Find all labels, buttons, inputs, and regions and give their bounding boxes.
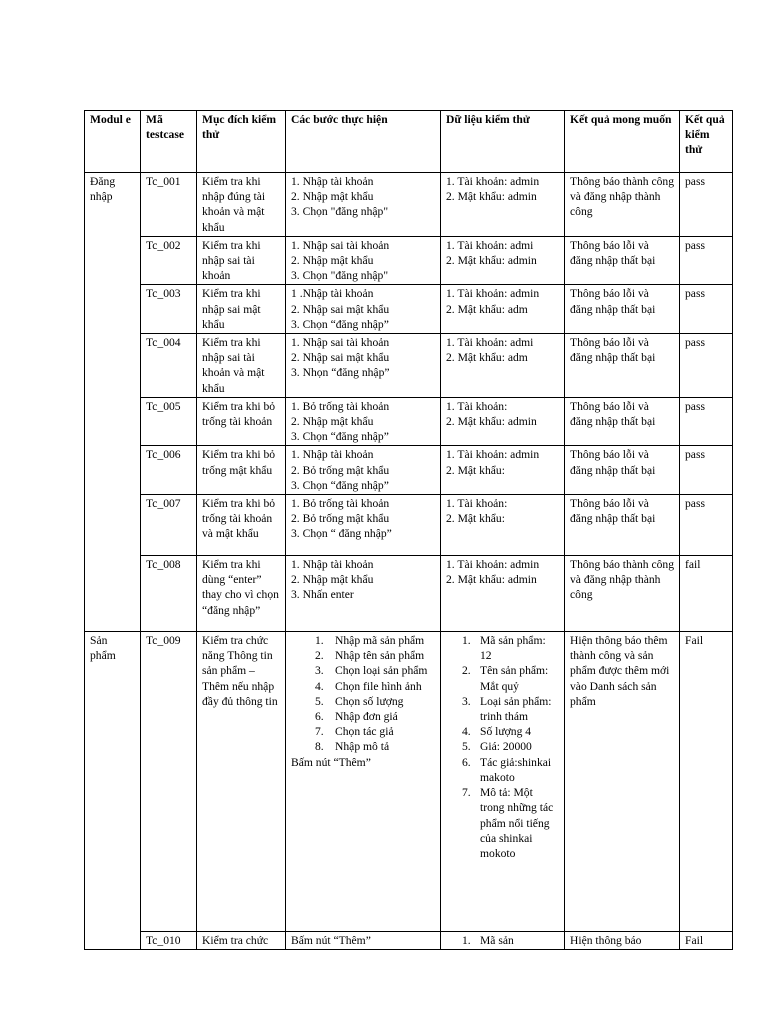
test-case-table: [84, 110, 733, 950]
data-line: 2. Mật khẩu: admin: [446, 573, 537, 587]
expected-cell: Thông báo thành công và đăng nhập thành công: [565, 556, 680, 632]
data-line: 1. Tài khoản: admi: [446, 238, 534, 252]
purpose-cell: Kiểm tra chức năng Thông tin sản phẩm – Thêm nếu nhập đầy đủ thông tin: [197, 632, 286, 932]
steps-cell: [286, 334, 441, 398]
list-item: 5. Chọn số lượng: [315, 694, 404, 708]
list-item: 1. Mã sản phẩm: 12: [462, 634, 546, 663]
list-item: 7. Mô tả: Một trong những tác phẩm nổi tiếng của shinkai mokoto: [462, 786, 554, 860]
expected-cell: Thông báo lỗi và đăng nhập thất bại: [565, 397, 680, 446]
steps-cell: [286, 556, 441, 632]
header-steps: Các bước thực hiện: [286, 111, 441, 173]
data-list: [446, 933, 559, 948]
table-row: [85, 932, 733, 950]
testcase-id-cell: Tc_002: [141, 236, 197, 285]
testcase-id-cell: Tc_009: [141, 632, 197, 932]
header-test-data: Dữ liệu kiểm thử: [441, 111, 565, 173]
test-data-cell: [441, 556, 565, 632]
steps-cell: [286, 495, 441, 556]
result-cell: pass: [680, 446, 733, 495]
expected-cell: Thông báo thành công và đăng nhập thành công: [565, 173, 680, 237]
steps-cell: [286, 285, 441, 334]
data-line: 2. Mật khẩu:: [446, 463, 505, 477]
step-line: 3. Chọn "đăng nhập": [291, 205, 389, 219]
table-row: [85, 632, 733, 932]
table-row: [85, 397, 733, 446]
expected-cell: Hiện thông báo: [565, 932, 680, 950]
steps-cell: [286, 932, 441, 950]
data-list: [446, 633, 559, 861]
step-line: 1 .Nhập tài khoản: [291, 287, 374, 301]
testcase-id-cell: Tc_001: [141, 173, 197, 237]
test-data-cell: [441, 632, 565, 932]
step-line: 3. Chọn “đăng nhập”: [291, 430, 389, 444]
expected-cell: Hiện thông báo thêm thành công và sản phẩm được thêm mới vào Danh sách sản phẩm: [565, 632, 680, 932]
step-after-line: Bấm nút “Thêm”: [291, 755, 371, 769]
testcase-id-cell: Tc_007: [141, 495, 197, 556]
step-line: 1. Nhập tài khoản: [291, 175, 374, 188]
header-testcase-id: Mã testcase: [141, 111, 197, 173]
table-row: [85, 556, 733, 632]
step-line: 1. Nhập tài khoản: [291, 558, 374, 572]
header-purpose: Mục đích kiểm thử: [197, 111, 286, 173]
test-data-cell: [441, 236, 565, 285]
step-line: 1. Nhập tài khoản: [291, 448, 374, 462]
test-data-cell: [441, 334, 565, 398]
header-row: [85, 111, 733, 173]
data-line: 1. Tài khoản: admin: [446, 175, 540, 188]
result-cell: pass: [680, 397, 733, 446]
test-data-cell: [441, 397, 565, 446]
step-line: 2. Nhập mật khẩu: [291, 254, 374, 268]
result-cell: pass: [680, 495, 733, 556]
data-line: 2. Mật khẩu: adm: [446, 302, 528, 316]
result-cell: fail: [680, 556, 733, 632]
list-item: 4. Số lượng 4: [462, 725, 532, 739]
data-line: 2. Mật khẩu:: [446, 512, 505, 526]
purpose-cell: Kiểm tra khi bỏ trống mật khẩu: [197, 446, 286, 495]
purpose-cell: Kiểm tra khi bỏ trống tài khoản và mật khẩu: [197, 495, 286, 556]
result-cell: Fail: [680, 632, 733, 932]
step-line: 1. Bỏ trống tài khoản: [291, 399, 390, 413]
module-cell: Sản phẩm: [85, 632, 141, 950]
steps-cell: [286, 632, 441, 932]
purpose-cell: Kiểm tra khi bỏ trống tài khoản: [197, 397, 286, 446]
list-item: 2. Nhập tên sản phẩm: [315, 649, 425, 663]
list-item: 3. Loại sản phẩm: trinh thám: [462, 694, 552, 724]
step-line: 3. Nhọn “đăng nhập”: [291, 366, 390, 380]
list-item: 5. Giá: 20000: [462, 740, 532, 754]
purpose-cell: Kiểm tra khi nhập sai mật khẩu: [197, 285, 286, 334]
table-row: [85, 446, 733, 495]
list-item: 7. Chọn tác giả: [315, 725, 394, 739]
purpose-cell: Kiểm tra khi nhập sai tài khoản: [197, 236, 286, 285]
testcase-id-cell: Tc_004: [141, 334, 197, 398]
expected-cell: Thông báo lỗi và đăng nhập thất bại: [565, 285, 680, 334]
purpose-cell: Kiểm tra khi dùng “enter” thay cho vì chọn “đăng nhập”: [197, 556, 286, 632]
test-data-cell: [441, 446, 565, 495]
step-line: 1. Nhập sai tài khoản: [291, 336, 390, 350]
expected-cell: Thông báo lỗi và đăng nhập thất bại: [565, 446, 680, 495]
list-item: 8. Nhập mô tả: [315, 740, 390, 754]
steps-cell: [286, 397, 441, 446]
data-line: 1. Tài khoản: admi: [446, 336, 534, 350]
purpose-cell: Kiểm tra chức: [197, 932, 286, 950]
test-data-cell: [441, 932, 565, 950]
data-line: 2. Mật khẩu: admin: [446, 254, 537, 268]
test-data-cell: [441, 173, 565, 237]
expected-cell: Thông báo lỗi và đăng nhập thất bại: [565, 236, 680, 285]
table-row: [85, 495, 733, 556]
header-result: Kết quả kiểm thử: [680, 111, 733, 173]
test-data-cell: [441, 285, 565, 334]
expected-cell: Thông báo lỗi và đăng nhập thất bại: [565, 495, 680, 556]
data-line: 1. Tài khoản: admin: [446, 287, 540, 301]
testcase-id-cell: Tc_003: [141, 285, 197, 334]
list-item: 1. Mã sản: [462, 934, 514, 948]
step-line: 1. Nhập sai tài khoản: [291, 238, 390, 252]
data-line: 2. Mật khẩu: admin: [446, 190, 537, 204]
step-line: 2. Nhập mật khẩu: [291, 190, 374, 204]
module-cell: Đăng nhập: [85, 173, 141, 632]
header-expected: Kết quả mong muốn: [565, 111, 680, 173]
table-row: [85, 173, 733, 237]
testcase-id-cell: Tc_010: [141, 932, 197, 950]
step-after-line: Bấm nút “Thêm”: [291, 934, 371, 948]
steps-cell: [286, 173, 441, 237]
data-line: 1. Tài khoản:: [446, 399, 508, 413]
table-row: [85, 285, 733, 334]
step-line: 3. Chọn “ đăng nhập”: [291, 527, 392, 541]
testcase-id-cell: Tc_005: [141, 397, 197, 446]
data-line: 1. Tài khoản: admin: [446, 558, 540, 572]
steps-list: [291, 633, 435, 755]
result-cell: pass: [680, 236, 733, 285]
list-item: 1. Nhập mã sản phẩm: [315, 634, 425, 648]
result-cell: pass: [680, 334, 733, 398]
step-line: 3. Chọn "đăng nhập": [291, 269, 389, 283]
step-line: 3. Chọn “đăng nhập”: [291, 478, 389, 492]
purpose-cell: Kiểm tra khi nhập sai tài khoản và mật khẩu: [197, 334, 286, 398]
test-data-cell: [441, 495, 565, 556]
expected-cell: Thông báo lỗi và đăng nhập thất bại: [565, 334, 680, 398]
test-case-document: [84, 110, 732, 950]
step-line: 2. Nhập mật khẩu: [291, 415, 374, 429]
step-line: 1. Bỏ trống tài khoản: [291, 497, 390, 511]
data-line: 2. Mật khẩu: admin: [446, 415, 537, 429]
step-line: 3. Chọn “đăng nhập”: [291, 317, 389, 331]
step-line: 2. Bỏ trống mật khẩu: [291, 512, 390, 526]
list-item: 6. Nhập đơn giá: [315, 710, 398, 724]
result-cell: pass: [680, 285, 733, 334]
step-line: 2. Bỏ trống mật khẩu: [291, 463, 390, 477]
list-item: 2. Tên sản phẩm: Mắt quỷ: [462, 664, 549, 693]
testcase-id-cell: Tc_006: [141, 446, 197, 495]
header-module: Modul e: [85, 111, 141, 173]
table-row: [85, 334, 733, 398]
step-line: 2. Nhập sai mật khẩu: [291, 302, 390, 316]
steps-cell: [286, 236, 441, 285]
table-row: [85, 236, 733, 285]
steps-cell: [286, 446, 441, 495]
data-line: 2. Mật khẩu: adm: [446, 351, 528, 365]
result-cell: Fail: [680, 932, 733, 950]
step-line: 2. Nhập mật khẩu: [291, 573, 374, 587]
list-item: 3. Chọn loại sản phẩm: [315, 664, 428, 678]
list-item: 4. Chọn file hình ảnh: [315, 679, 422, 693]
testcase-id-cell: Tc_008: [141, 556, 197, 632]
purpose-cell: Kiểm tra khi nhập đúng tài khoản và mật khẩu: [197, 173, 286, 237]
data-line: 1. Tài khoản: admin: [446, 448, 540, 462]
data-line: 1. Tài khoản:: [446, 497, 508, 511]
step-line: 3. Nhấn enter: [291, 588, 354, 602]
step-line: 2. Nhập sai mật khẩu: [291, 351, 390, 365]
result-cell: pass: [680, 173, 733, 237]
list-item: 6. Tác giả:shinkai makoto: [462, 755, 552, 784]
